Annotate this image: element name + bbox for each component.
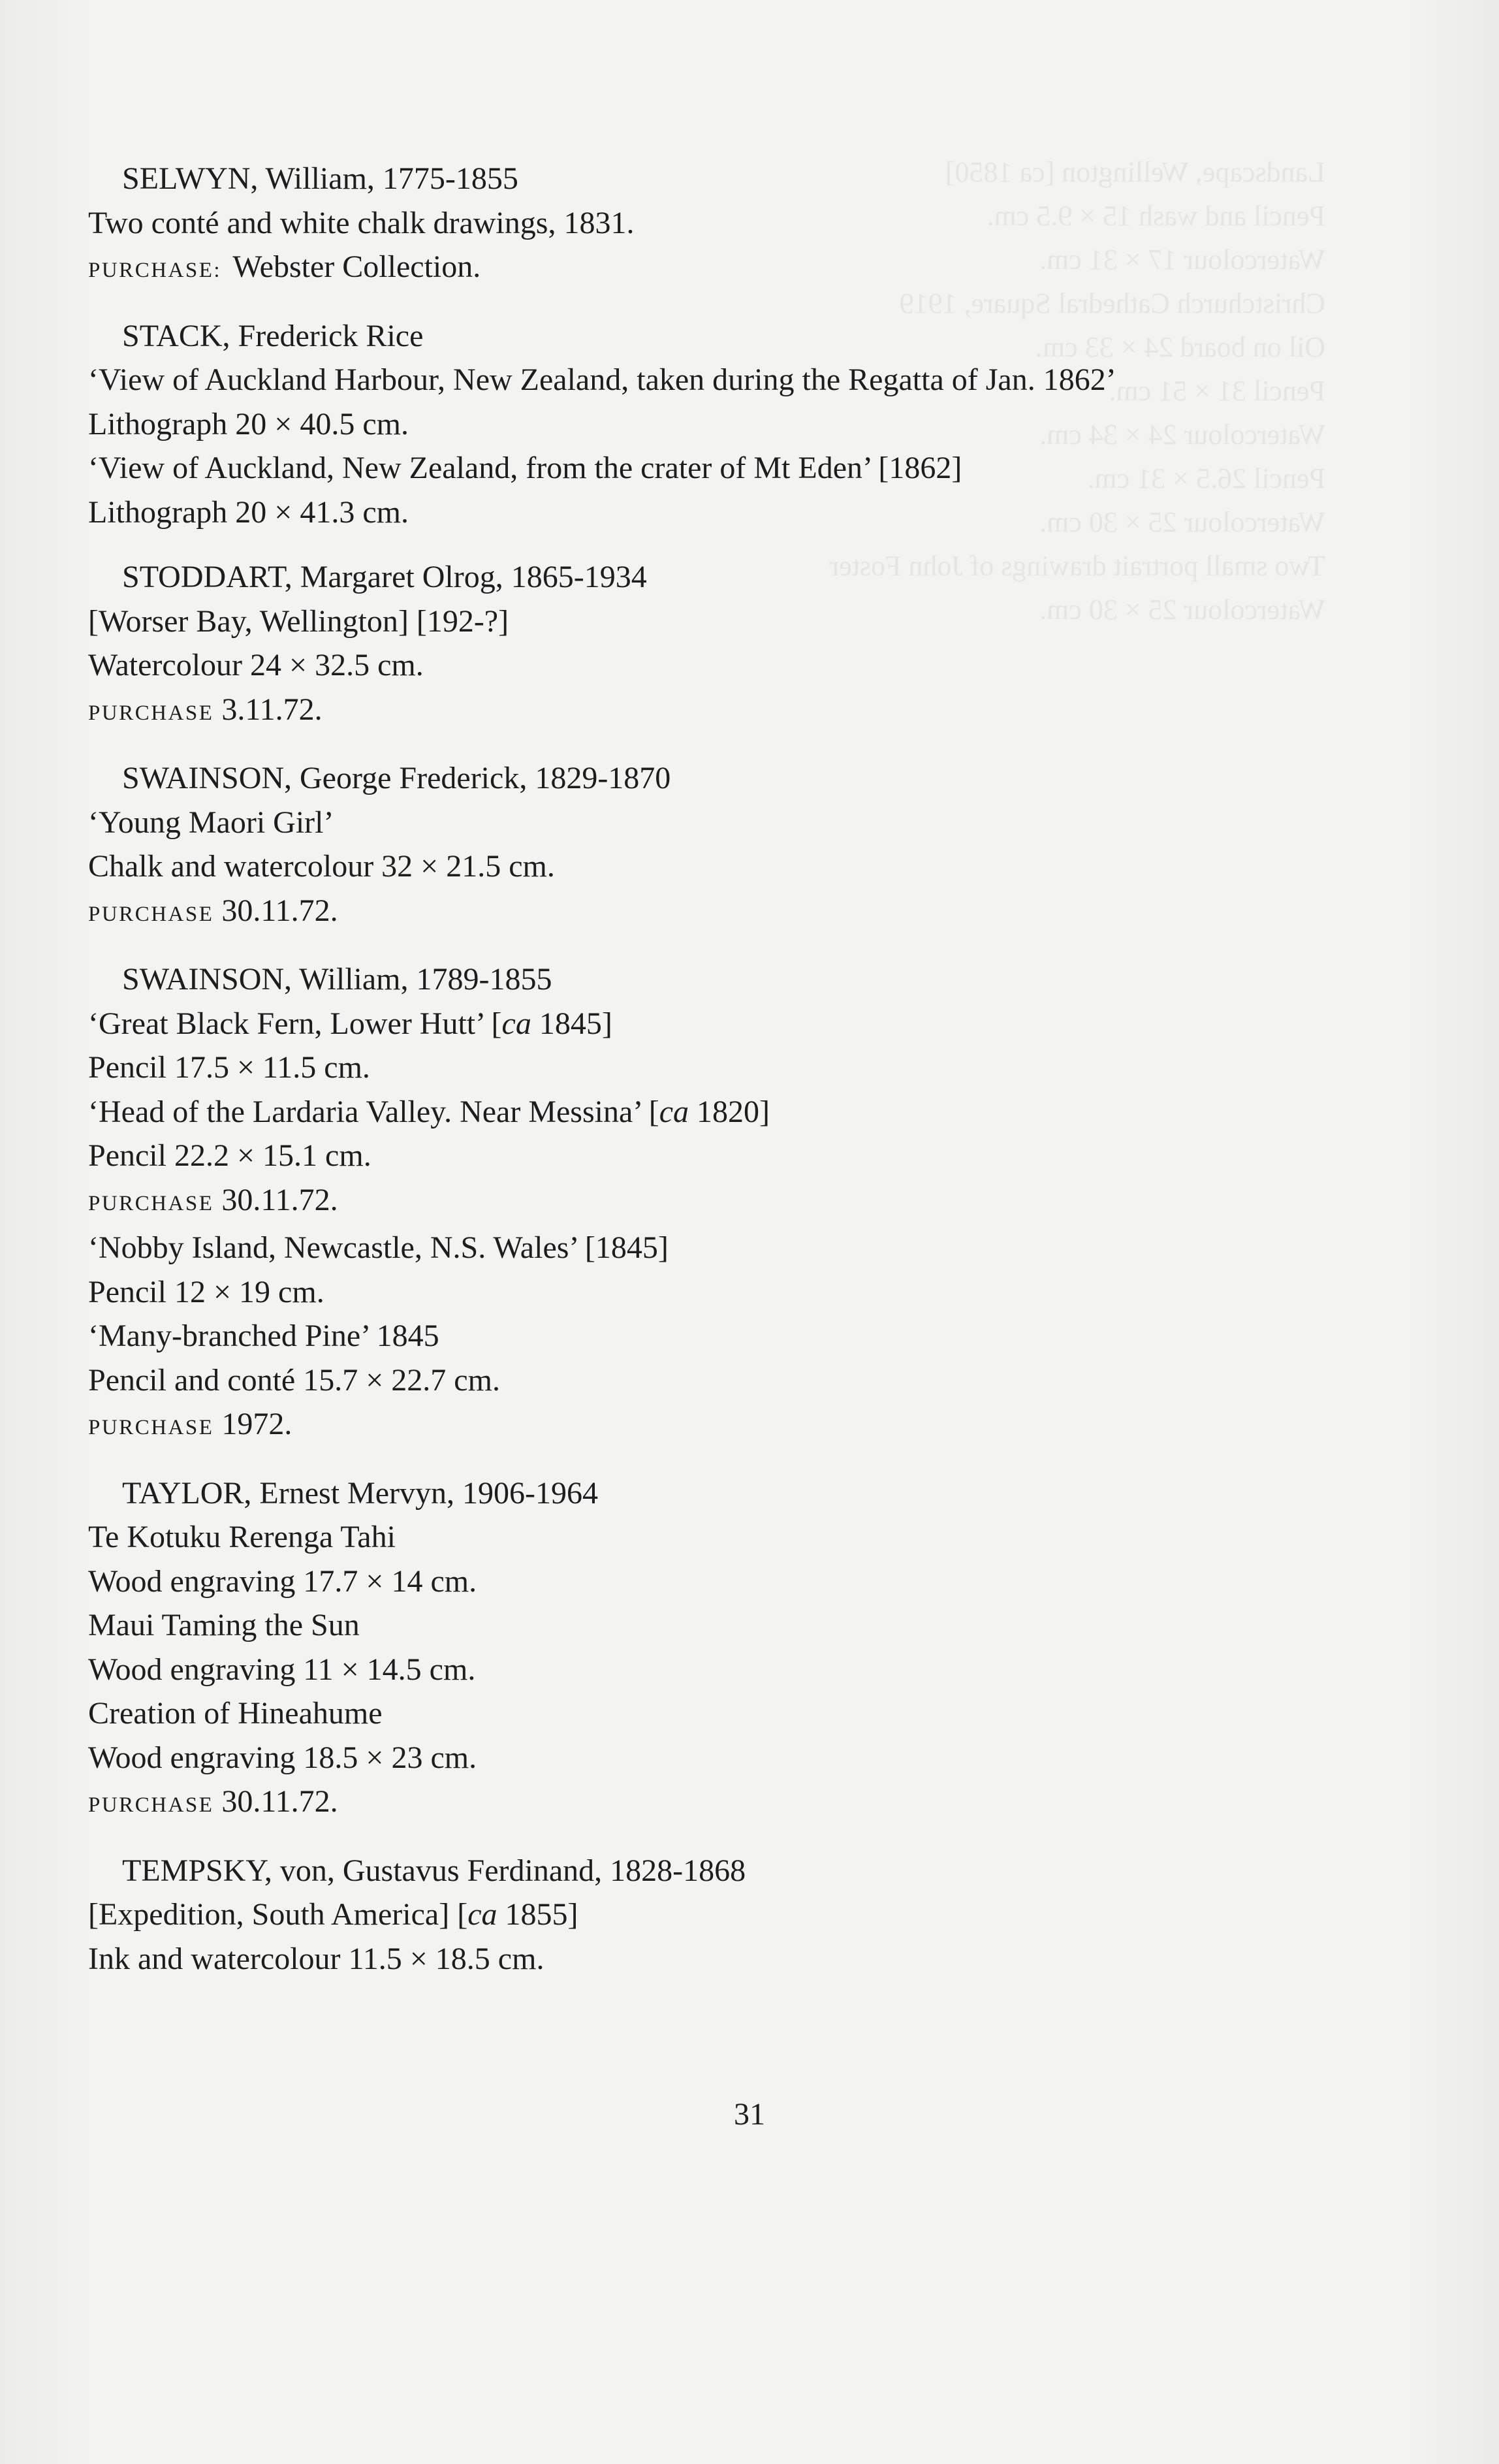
purchase-value: 30.11.72. [221, 1784, 338, 1819]
purchase-label: PURCHASE [88, 1793, 214, 1817]
catalogue-body [88, 157, 1224, 2002]
entry-heading: SWAINSON, George Frederick, 1829-1870 [122, 761, 671, 795]
purchase-value: 1972. [221, 1407, 292, 1441]
entry-line: Chalk and watercolour 32 × 21.5 cm. [88, 849, 555, 884]
entry-swainson-william [88, 957, 1224, 1450]
entry-line: ‘Young Maori Girl’ [88, 805, 334, 840]
purchase-value: 3.11.72. [221, 692, 323, 727]
entry-line: Wood engraving 18.5 × 23 cm. [88, 1740, 477, 1775]
entry-line: [Expedition, South America] [ca 1855] [88, 1897, 578, 1932]
entry-stoddart [88, 555, 1224, 735]
purchase-label: PURCHASE [88, 259, 214, 282]
entry-heading: TAYLOR, Ernest Mervyn, 1906-1964 [122, 1475, 598, 1511]
entry-line: Creation of Hineahume [88, 1696, 383, 1731]
page-number: 31 [734, 2097, 765, 2132]
purchase-label: PURCHASE [88, 1416, 214, 1439]
purchase-label: PURCHASE [88, 902, 214, 926]
purchase-value: Webster Collection. [232, 249, 481, 284]
entry-swainson-george [88, 756, 1224, 936]
entry-line: ‘Nobby Island, Newcastle, N.S. Wales’ [1845] [88, 1230, 669, 1265]
purchase-label: PURCHASE [88, 1191, 214, 1215]
purchase-line [88, 889, 1224, 937]
entry-line: Wood engraving 17.7 × 14 cm. [88, 1563, 477, 1599]
entry-line: [Worser Bay, Wellington] [192-?] [88, 603, 509, 639]
entry-line: Maui Taming the Sun [88, 1608, 360, 1642]
entry-line: Two conté and white chalk drawings, 1831. [88, 205, 635, 240]
entry-taylor [88, 1471, 1224, 1828]
entry-line: Pencil and conté 15.7 × 22.7 cm. [88, 1362, 500, 1398]
purchase-line [88, 1402, 1224, 1450]
entry-heading: STODDART, Margaret Olrog, 1865-1934 [122, 560, 647, 594]
entry-line: Wood engraving 11 × 14.5 cm. [88, 1652, 476, 1687]
purchase-line [88, 688, 1224, 736]
purchase-line: PURCHASE: Webster Collection. [88, 249, 481, 284]
entry-tempsky [88, 1849, 1224, 1981]
purchase-label: PURCHASE [88, 701, 214, 725]
entry-line: ‘Head of the Lardaria Valley. Near Messina’ [ca 1820] [88, 1094, 770, 1129]
purchase-line [88, 1178, 1224, 1226]
entry-line: Lithograph 20 × 40.5 cm. [88, 406, 409, 441]
show-through-text: Landscape, Wellington [ca 1850] Pencil and wash 15 × 9.5 cm. Watercolour 17 × 31 cm. Christchurch Cathedral Square, 1919 Oil on board 24 × 33 cm. Pencil 31 × 51 cm. Watercolour 24 × 34 cm. Pencil 26.5 × 31 cm. Watercolour 25 × 30 cm. Two small portrait drawings of John Foster Watercolour 25 × 30 cm. [829, 156, 1325, 626]
entry-line: Ink and watercolour 11.5 × 18.5 cm. [88, 1941, 544, 1976]
entry-line: Pencil 12 × 19 cm. [88, 1274, 324, 1309]
purchase-line [88, 1780, 1224, 1828]
entry-stack [88, 314, 1224, 535]
entry-line: ‘View of Auckland Harbour, New Zealand, taken during the Regatta of Jan. 1862’ [88, 362, 1116, 397]
entry-line: Lithograph 20 × 41.3 cm. [88, 494, 409, 530]
entry-heading: STACK, Frederick Rice [122, 318, 424, 353]
entry-selwyn [88, 157, 1224, 293]
entry-heading: SELWYN, William, 1775-1855 [122, 161, 518, 196]
entry-line: ‘Great Black Fern, Lower Hutt’ [ca 1845] [88, 1006, 612, 1041]
purchase-value: 30.11.72. [221, 893, 338, 928]
entry-line: Watercolour 24 × 32.5 cm. [88, 648, 424, 682]
entry-heading: SWAINSON, William, 1789-1855 [122, 962, 552, 997]
entry-line: ‘View of Auckland, New Zealand, from the crater of Mt Eden’ [1862] [88, 451, 962, 485]
purchase-value: 30.11.72. [221, 1182, 338, 1217]
entry-line: Pencil 22.2 × 15.1 cm. [88, 1138, 371, 1173]
entry-line: Te Kotuku Rerenga Tahi [88, 1520, 396, 1554]
entry-heading: TEMPSKY, von, Gustavus Ferdinand, 1828-1868 [122, 1853, 746, 1888]
entry-line: Pencil 17.5 × 11.5 cm. [88, 1050, 370, 1085]
entry-line: ‘Many-branched Pine’ 1845 [88, 1319, 439, 1353]
